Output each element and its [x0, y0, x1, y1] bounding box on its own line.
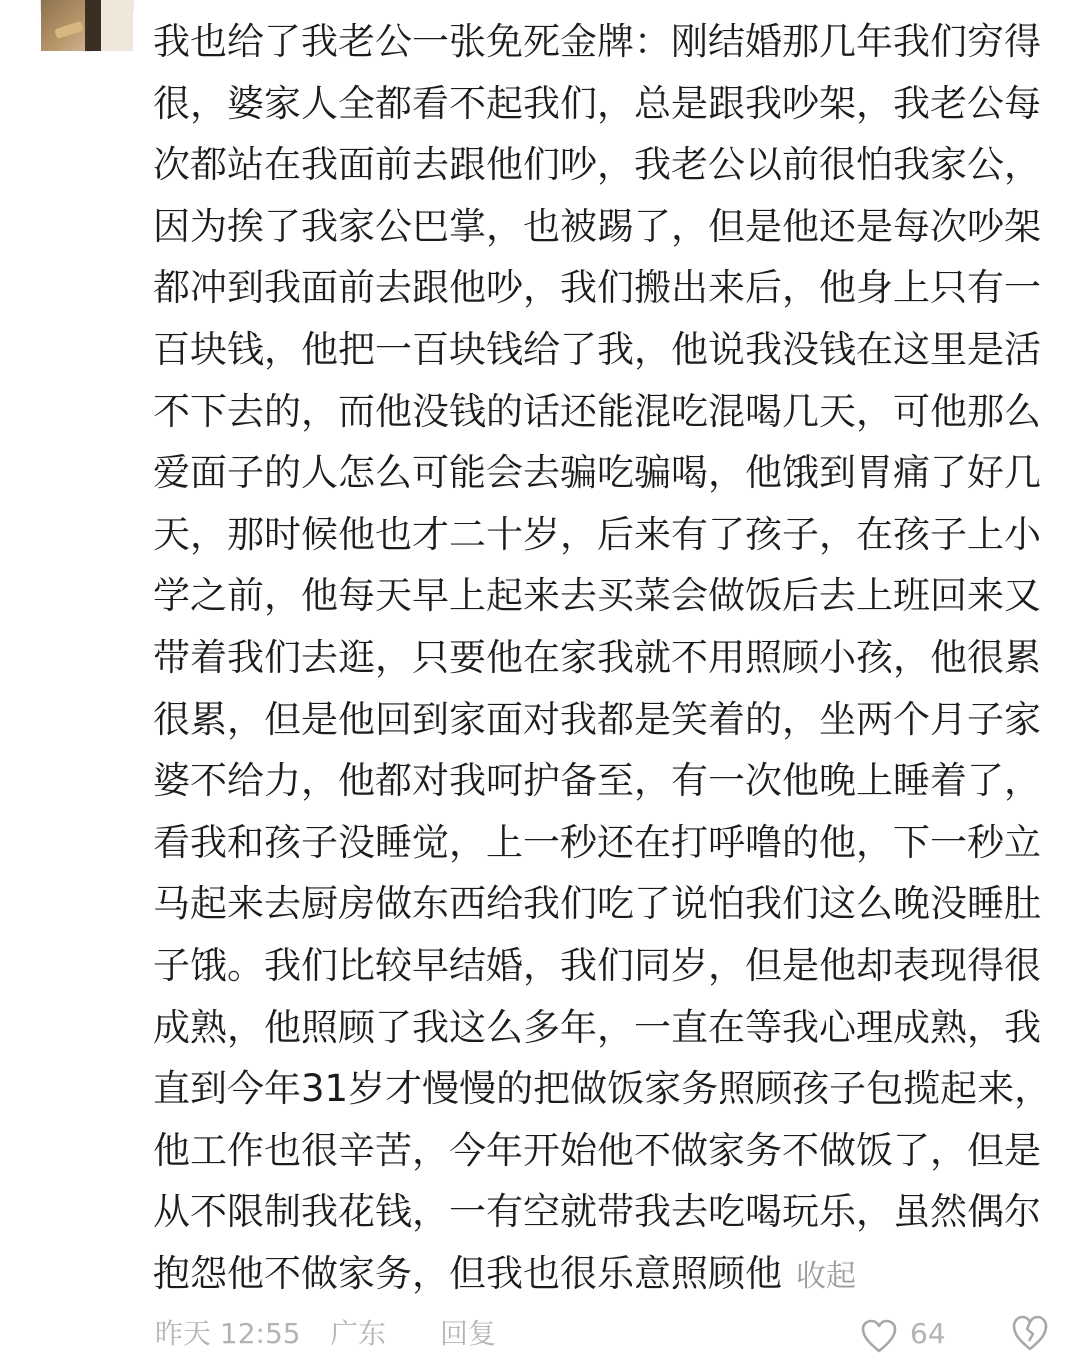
comment-text-line: 我也给了我老公一张免死金牌：刚结婚那几年我们穷得	[153, 20, 1041, 63]
comment-text-line: 婆不给力，他都对我呵护备至，有一次他晚上睡着了，	[153, 759, 1041, 803]
timestamp: 昨天 12:55	[155, 1317, 301, 1350]
comment-text-line: 抱怨他不做家务，但我也很乐意照顾他	[153, 1251, 782, 1295]
comment-text-line: 他工作也很辛苦，今年开始他不做家务不做饭了，但是	[153, 1128, 1041, 1172]
like-count: 64	[910, 1317, 946, 1350]
comment-text-line: 成熟，他照顾了我这么多年，一直在等我心理成熟，我	[153, 1005, 1041, 1049]
comment-text-line: 看我和孩子没睡觉，上一秒还在打呼噜的他，下一秒立	[153, 820, 1041, 864]
comment-text-line: 不下去的，而他没钱的话还能混吃混喝几天，可他那么	[153, 389, 1041, 433]
comment-text-line: 带着我们去逛，只要他在家我就不用照顾小孩，他很累	[153, 635, 1041, 679]
comment-body	[153, 11, 1063, 1304]
comment-text-line: 直到今年31岁才慢慢的把做饭家务照顾孩子包揽起来，	[153, 1067, 1052, 1111]
collapse-link[interactable]: 收起	[796, 1258, 856, 1294]
comment-text-line: 爱面子的人怎么可能会去骗吃骗喝，他饿到胃痛了好几	[153, 451, 1041, 495]
comment-text-line: 马起来去厨房做东西给我们吃了说怕我们这么晚没睡肚	[153, 882, 1041, 926]
comment-text-line: 从不限制我花钱，一有空就带我去吃喝玩乐，虽然偶尔	[153, 1190, 1041, 1234]
comment-text-line: 百块钱，他把一百块钱给了我，他说我没钱在这里是活	[153, 327, 1041, 371]
comment-text-line: 因为挨了我家公巴掌，也被踢了，但是他还是每次吵架	[153, 204, 1041, 248]
comment-text-line: 天，那时候他也才二十岁，后来有了孩子，在孩子上小	[153, 512, 1041, 556]
comment-last-line	[153, 1243, 1063, 1305]
comment-text-line: 次都站在我面前去跟他们吵，我老公以前很怕我家公，	[153, 143, 1041, 187]
comment-text-line: 子饿。我们比较早结婚，我们同岁，但是他却表现得很	[153, 943, 1041, 987]
heart-icon	[860, 1318, 898, 1354]
avatar-image	[41, 0, 133, 51]
reply-button[interactable]: 回复	[440, 1317, 497, 1350]
comment-text-line: 都冲到我面前去跟他吵，我们搬出来后，他身上只有一	[153, 266, 1041, 310]
comment-meta-row	[0, 1314, 1080, 1354]
comment-text-line: 很，婆家人全都看不起我们，总是跟我吵架，我老公每	[153, 81, 1041, 125]
avatar[interactable]	[41, 0, 133, 51]
comment-text-line: 学之前，他每天早上起来去买菜会做饭后去上班回来又	[153, 574, 1041, 618]
comment-text-line: 很累，但是他回到家面对我都是笑着的，坐两个月子家	[153, 697, 1041, 741]
location-label: 广东	[330, 1317, 387, 1350]
dislike-icon[interactable]	[1010, 1314, 1050, 1352]
